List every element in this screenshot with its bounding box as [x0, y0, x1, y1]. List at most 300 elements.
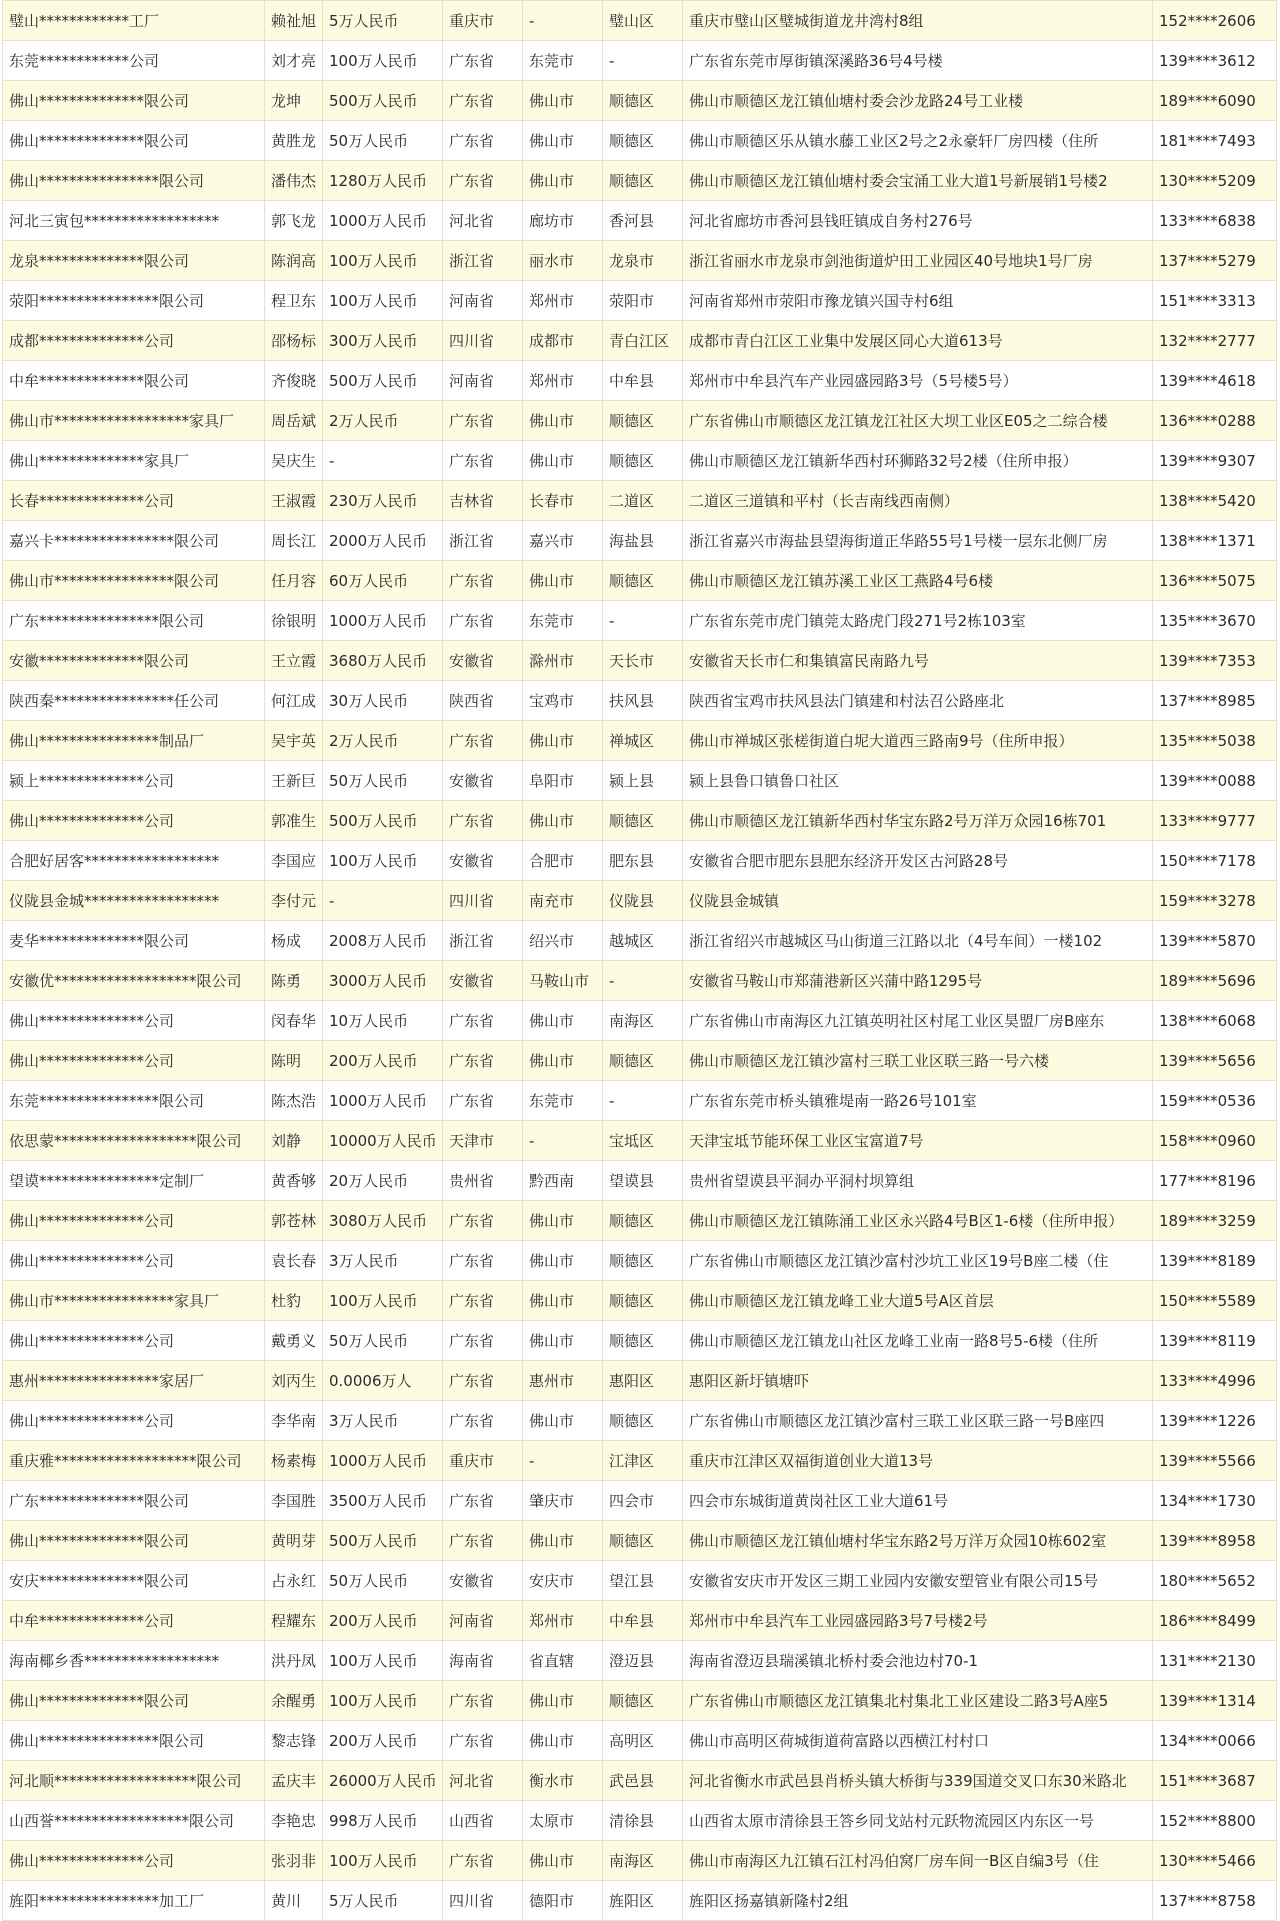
address-cell: 郑州市中牟县汽车工业园盛园路3号7号楼2号	[683, 1601, 1153, 1641]
phone-cell: 135****3670	[1153, 601, 1277, 641]
table-row	[3, 1481, 1277, 1521]
registered-capital-cell: 2万人民币	[323, 721, 443, 761]
city-cell: 黔西南	[523, 1161, 603, 1201]
address-cell: 广东省佛山市顺德区龙江镇沙富村沙坑工业区19号B座二楼（住	[683, 1241, 1153, 1281]
table-row	[3, 281, 1277, 321]
table-row	[3, 1601, 1277, 1641]
registered-capital-cell: 1000万人民币	[323, 1441, 443, 1481]
city-cell: 长春市	[523, 481, 603, 521]
city-cell: 佛山市	[523, 1321, 603, 1361]
address-cell: 广东省佛山市顺德区龙江镇沙富村三联工业区联三路一号B座四	[683, 1401, 1153, 1441]
phone-cell: 137****8985	[1153, 681, 1277, 721]
address-cell: 河北省廊坊市香河县钱旺镇成自务村276号	[683, 201, 1153, 241]
registered-capital-cell: 50万人民币	[323, 1561, 443, 1601]
district-cell: 江津区	[603, 1441, 683, 1481]
company-name-cell: 海南椰乡香******************	[3, 1641, 265, 1681]
province-cell: 广东省	[443, 1841, 523, 1881]
legal-person-cell: 陈勇	[265, 961, 323, 1001]
registered-capital-cell: 500万人民币	[323, 361, 443, 401]
district-cell: 清徐县	[603, 1801, 683, 1841]
district-cell: 仪陇县	[603, 881, 683, 921]
table-row	[3, 1841, 1277, 1881]
legal-person-cell: 余醒勇	[265, 1681, 323, 1721]
city-cell: 安庆市	[523, 1561, 603, 1601]
district-cell: 璧山区	[603, 1, 683, 41]
company-name-cell: 陕西秦****************任公司	[3, 681, 265, 721]
table-row	[3, 201, 1277, 241]
province-cell: 浙江省	[443, 241, 523, 281]
phone-cell: 134****1730	[1153, 1481, 1277, 1521]
legal-person-cell: 刘静	[265, 1121, 323, 1161]
registered-capital-cell: 50万人民币	[323, 1321, 443, 1361]
address-cell: 仪陇县金城镇	[683, 881, 1153, 921]
district-cell: 顺德区	[603, 1281, 683, 1321]
city-cell: 德阳市	[523, 1881, 603, 1921]
company-name-cell: 广东**************限公司	[3, 1481, 265, 1521]
table-row	[3, 1001, 1277, 1041]
city-cell: 佛山市	[523, 441, 603, 481]
legal-person-cell: 李付元	[265, 881, 323, 921]
phone-cell: 139****5656	[1153, 1041, 1277, 1081]
district-cell: 青白江区	[603, 321, 683, 361]
province-cell: 浙江省	[443, 521, 523, 561]
phone-cell: 138****1371	[1153, 521, 1277, 561]
legal-person-cell: 洪丹凤	[265, 1641, 323, 1681]
district-cell: 顺德区	[603, 121, 683, 161]
phone-cell: 151****3687	[1153, 1761, 1277, 1801]
address-cell: 四会市东城街道黄岗社区工业大道61号	[683, 1481, 1153, 1521]
legal-person-cell: 潘伟杰	[265, 161, 323, 201]
province-cell: 广东省	[443, 401, 523, 441]
legal-person-cell: 袁长春	[265, 1241, 323, 1281]
legal-person-cell: 李国应	[265, 841, 323, 881]
company-name-cell: 长春**************公司	[3, 481, 265, 521]
legal-person-cell: 刘丙生	[265, 1361, 323, 1401]
table-row	[3, 361, 1277, 401]
district-cell: 顺德区	[603, 1201, 683, 1241]
table-row	[3, 641, 1277, 681]
province-cell: 广东省	[443, 1001, 523, 1041]
address-cell: 佛山市高明区荷城街道荷富路以西横江村村口	[683, 1721, 1153, 1761]
district-cell: 荥阳市	[603, 281, 683, 321]
city-cell: 衡水市	[523, 1761, 603, 1801]
table-row	[3, 1721, 1277, 1761]
table-row	[3, 1, 1277, 41]
district-cell: -	[603, 41, 683, 81]
registered-capital-cell: 200万人民币	[323, 1041, 443, 1081]
registered-capital-cell: 1000万人民币	[323, 1081, 443, 1121]
company-name-cell: 合肥好居客******************	[3, 841, 265, 881]
company-name-cell: 中牟**************公司	[3, 1601, 265, 1641]
district-cell: 顺德区	[603, 1321, 683, 1361]
district-cell: 惠阳区	[603, 1361, 683, 1401]
table-row	[3, 921, 1277, 961]
district-cell: -	[603, 961, 683, 1001]
province-cell: 四川省	[443, 1881, 523, 1921]
province-cell: 广东省	[443, 1281, 523, 1321]
address-cell: 广东省东莞市虎门镇莞太路虎门段271号2栋103室	[683, 601, 1153, 641]
address-cell: 广东省佛山市顺德区龙江镇龙江社区大坝工业区E05之二综合楼	[683, 401, 1153, 441]
registered-capital-cell: 500万人民币	[323, 81, 443, 121]
company-name-cell: 佛山**************限公司	[3, 121, 265, 161]
table-row	[3, 321, 1277, 361]
registered-capital-cell: 100万人民币	[323, 841, 443, 881]
province-cell: 河南省	[443, 1601, 523, 1641]
legal-person-cell: 占永红	[265, 1561, 323, 1601]
legal-person-cell: 黄香够	[265, 1161, 323, 1201]
registered-capital-cell: 50万人民币	[323, 121, 443, 161]
province-cell: 广东省	[443, 121, 523, 161]
registered-capital-cell: 26000万人民币	[323, 1761, 443, 1801]
district-cell: 旌阳区	[603, 1881, 683, 1921]
company-name-cell: 佛山**************公司	[3, 1401, 265, 1441]
address-cell: 郑州市中牟县汽车产业园盛园路3号（5号楼5号）	[683, 361, 1153, 401]
district-cell: 香河县	[603, 201, 683, 241]
district-cell: 顺德区	[603, 441, 683, 481]
phone-cell: 139****1226	[1153, 1401, 1277, 1441]
district-cell: 中牟县	[603, 361, 683, 401]
province-cell: 广东省	[443, 1201, 523, 1241]
address-cell: 河北省衡水市武邑县肖桥头镇大桥街与339国道交叉口东30米路北	[683, 1761, 1153, 1801]
district-cell: 顺德区	[603, 401, 683, 441]
province-cell: 广东省	[443, 1361, 523, 1401]
table-row	[3, 1361, 1277, 1401]
city-cell: 合肥市	[523, 841, 603, 881]
phone-cell: 139****5566	[1153, 1441, 1277, 1481]
province-cell: 广东省	[443, 1401, 523, 1441]
table-row	[3, 1281, 1277, 1321]
table-row	[3, 961, 1277, 1001]
address-cell: 安徽省马鞍山市郑蒲港新区兴蒲中路1295号	[683, 961, 1153, 1001]
city-cell: 肇庆市	[523, 1481, 603, 1521]
phone-cell: 136****0288	[1153, 401, 1277, 441]
legal-person-cell: 何江成	[265, 681, 323, 721]
phone-cell: 139****9307	[1153, 441, 1277, 481]
table-row	[3, 881, 1277, 921]
registered-capital-cell: 100万人民币	[323, 241, 443, 281]
table-row	[3, 1761, 1277, 1801]
registered-capital-cell: 3500万人民币	[323, 1481, 443, 1521]
province-cell: 广东省	[443, 1681, 523, 1721]
registered-capital-cell: 3万人民币	[323, 1401, 443, 1441]
city-cell: 廊坊市	[523, 201, 603, 241]
city-cell: 惠州市	[523, 1361, 603, 1401]
province-cell: 河北省	[443, 1761, 523, 1801]
legal-person-cell: 刘才亮	[265, 41, 323, 81]
province-cell: 广东省	[443, 801, 523, 841]
city-cell: 东莞市	[523, 41, 603, 81]
province-cell: 海南省	[443, 1641, 523, 1681]
legal-person-cell: 张羽非	[265, 1841, 323, 1881]
company-name-cell: 广东****************限公司	[3, 601, 265, 641]
district-cell: 南海区	[603, 1001, 683, 1041]
company-name-cell: 佛山**************限公司	[3, 81, 265, 121]
city-cell: 嘉兴市	[523, 521, 603, 561]
province-cell: 广东省	[443, 81, 523, 121]
address-cell: 河南省郑州市荥阳市豫龙镇兴国寺村6组	[683, 281, 1153, 321]
province-cell: 广东省	[443, 161, 523, 201]
city-cell: 马鞍山市	[523, 961, 603, 1001]
phone-cell: 181****7493	[1153, 121, 1277, 161]
registered-capital-cell: 3000万人民币	[323, 961, 443, 1001]
city-cell: 省直辖	[523, 1641, 603, 1681]
district-cell: 颍上县	[603, 761, 683, 801]
city-cell: -	[523, 1121, 603, 1161]
registered-capital-cell: 1280万人民币	[323, 161, 443, 201]
province-cell: 广东省	[443, 1041, 523, 1081]
province-cell: 吉林省	[443, 481, 523, 521]
phone-cell: 158****0960	[1153, 1121, 1277, 1161]
registered-capital-cell: -	[323, 441, 443, 481]
table-row	[3, 161, 1277, 201]
province-cell: 四川省	[443, 881, 523, 921]
table-row	[3, 81, 1277, 121]
phone-cell: 150****5589	[1153, 1281, 1277, 1321]
city-cell: 郑州市	[523, 1601, 603, 1641]
registered-capital-cell: -	[323, 881, 443, 921]
district-cell: 望江县	[603, 1561, 683, 1601]
address-cell: 海南省澄迈县瑞溪镇北桥村委会池边村70-1	[683, 1641, 1153, 1681]
company-name-cell: 颍上**************公司	[3, 761, 265, 801]
province-cell: 广东省	[443, 1321, 523, 1361]
address-cell: 颍上县鲁口镇鲁口社区	[683, 761, 1153, 801]
registered-capital-cell: 1000万人民币	[323, 601, 443, 641]
company-name-cell: 荥阳****************限公司	[3, 281, 265, 321]
address-cell: 佛山市顺德区乐从镇水藤工业区2号之2永豪轩厂房四楼（住所	[683, 121, 1153, 161]
city-cell: 郑州市	[523, 281, 603, 321]
city-cell: 佛山市	[523, 121, 603, 161]
address-cell: 佛山市顺德区龙江镇仙塘村委会沙龙路24号工业楼	[683, 81, 1153, 121]
city-cell: 滁州市	[523, 641, 603, 681]
city-cell: 佛山市	[523, 801, 603, 841]
address-cell: 重庆市璧山区璧城街道龙井湾村8组	[683, 1, 1153, 41]
company-name-cell: 惠州****************家居厂	[3, 1361, 265, 1401]
address-cell: 广东省东莞市桥头镇雅堤南一路26号101室	[683, 1081, 1153, 1121]
city-cell: 南充市	[523, 881, 603, 921]
city-cell: 佛山市	[523, 1001, 603, 1041]
legal-person-cell: 赖祉旭	[265, 1, 323, 41]
address-cell: 佛山市顺德区龙江镇沙富村三联工业区联三路一号六楼	[683, 1041, 1153, 1081]
phone-cell: 130****5209	[1153, 161, 1277, 201]
phone-cell: 152****8800	[1153, 1801, 1277, 1841]
company-name-cell: 麦华**************限公司	[3, 921, 265, 961]
legal-person-cell: 黄川	[265, 1881, 323, 1921]
city-cell: 太原市	[523, 1801, 603, 1841]
province-cell: 安徽省	[443, 841, 523, 881]
city-cell: 佛山市	[523, 1521, 603, 1561]
phone-cell: 139****8958	[1153, 1521, 1277, 1561]
company-name-cell: 佛山****************限公司	[3, 1721, 265, 1761]
district-cell: 天长市	[603, 641, 683, 681]
province-cell: 广东省	[443, 1721, 523, 1761]
table-row	[3, 1161, 1277, 1201]
phone-cell: 137****8758	[1153, 1881, 1277, 1921]
district-cell: -	[603, 1081, 683, 1121]
province-cell: 广东省	[443, 721, 523, 761]
address-cell: 佛山市顺德区龙江镇龙峰工业大道5号A区首层	[683, 1281, 1153, 1321]
phone-cell: 189****3259	[1153, 1201, 1277, 1241]
legal-person-cell: 闵春华	[265, 1001, 323, 1041]
table-row	[3, 761, 1277, 801]
company-name-cell: 佛山****************限公司	[3, 161, 265, 201]
legal-person-cell: 王立霞	[265, 641, 323, 681]
company-table	[2, 0, 1277, 1921]
address-cell: 佛山市顺德区龙江镇仙塘村华宝东路2号万洋万众园10栋602室	[683, 1521, 1153, 1561]
legal-person-cell: 孟庆丰	[265, 1761, 323, 1801]
registered-capital-cell: 3680万人民币	[323, 641, 443, 681]
district-cell: 顺德区	[603, 1401, 683, 1441]
company-name-cell: 佛山**************公司	[3, 1241, 265, 1281]
registered-capital-cell: 3080万人民币	[323, 1201, 443, 1241]
registered-capital-cell: 998万人民币	[323, 1801, 443, 1841]
phone-cell: 189****6090	[1153, 81, 1277, 121]
province-cell: 浙江省	[443, 921, 523, 961]
company-name-cell: 成都**************公司	[3, 321, 265, 361]
table-row	[3, 1521, 1277, 1561]
legal-person-cell: 程卫东	[265, 281, 323, 321]
city-cell: 成都市	[523, 321, 603, 361]
table-row	[3, 121, 1277, 161]
table-row	[3, 1681, 1277, 1721]
district-cell: 澄迈县	[603, 1641, 683, 1681]
company-name-cell: 佛山市****************限公司	[3, 561, 265, 601]
city-cell: 宝鸡市	[523, 681, 603, 721]
company-name-cell: 佛山****************制品厂	[3, 721, 265, 761]
district-cell: 中牟县	[603, 1601, 683, 1641]
registered-capital-cell: 100万人民币	[323, 1681, 443, 1721]
city-cell: -	[523, 1, 603, 41]
district-cell: 二道区	[603, 481, 683, 521]
city-cell: 佛山市	[523, 1241, 603, 1281]
table-body	[3, 1, 1277, 1921]
company-name-cell: 旌阳****************加工厂	[3, 1881, 265, 1921]
registered-capital-cell: 60万人民币	[323, 561, 443, 601]
company-name-cell: 龙泉**************限公司	[3, 241, 265, 281]
legal-person-cell: 郭飞龙	[265, 201, 323, 241]
district-cell: 宝坻区	[603, 1121, 683, 1161]
city-cell: 佛山市	[523, 561, 603, 601]
table-row	[3, 1241, 1277, 1281]
address-cell: 佛山市南海区九江镇石江村冯伯窝厂房车间一B区自编3号（住	[683, 1841, 1153, 1881]
legal-person-cell: 黄明芽	[265, 1521, 323, 1561]
registered-capital-cell: 10万人民币	[323, 1001, 443, 1041]
district-cell: 顺德区	[603, 1241, 683, 1281]
company-name-cell: 佛山**************家具厂	[3, 441, 265, 481]
legal-person-cell: 李华南	[265, 1401, 323, 1441]
district-cell: 武邑县	[603, 1761, 683, 1801]
address-cell: 惠阳区新圩镇塘吓	[683, 1361, 1153, 1401]
registered-capital-cell: 10000万人民币	[323, 1121, 443, 1161]
registered-capital-cell: 5万人民币	[323, 1881, 443, 1921]
company-name-cell: 重庆雅*******************限公司	[3, 1441, 265, 1481]
address-cell: 成都市青白江区工业集中发展区同心大道613号	[683, 321, 1153, 361]
company-name-cell: 依思蒙*******************限公司	[3, 1121, 265, 1161]
province-cell: 重庆市	[443, 1, 523, 41]
table-row	[3, 401, 1277, 441]
legal-person-cell: 程耀东	[265, 1601, 323, 1641]
legal-person-cell: 周长江	[265, 521, 323, 561]
district-cell: 海盐县	[603, 521, 683, 561]
province-cell: 安徽省	[443, 961, 523, 1001]
registered-capital-cell: 200万人民币	[323, 1721, 443, 1761]
table-row	[3, 521, 1277, 561]
legal-person-cell: 徐银明	[265, 601, 323, 641]
address-cell: 山西省太原市清徐县王答乡同戈站村元跃物流园区内东区一号	[683, 1801, 1153, 1841]
company-name-cell: 佛山**************公司	[3, 1841, 265, 1881]
city-cell: 佛山市	[523, 721, 603, 761]
legal-person-cell: 郭准生	[265, 801, 323, 841]
province-cell: 河南省	[443, 281, 523, 321]
company-name-cell: 佛山市****************家具厂	[3, 1281, 265, 1321]
table-row	[3, 1441, 1277, 1481]
registered-capital-cell: 0.0006万人	[323, 1361, 443, 1401]
city-cell: 佛山市	[523, 81, 603, 121]
registered-capital-cell: 300万人民币	[323, 321, 443, 361]
district-cell: 顺德区	[603, 161, 683, 201]
phone-cell: 189****5696	[1153, 961, 1277, 1001]
table-row	[3, 1081, 1277, 1121]
province-cell: 河南省	[443, 361, 523, 401]
table-row	[3, 841, 1277, 881]
province-cell: 广东省	[443, 1481, 523, 1521]
company-name-cell: 佛山**************公司	[3, 1321, 265, 1361]
legal-person-cell: 王淑霞	[265, 481, 323, 521]
phone-cell: 137****5279	[1153, 241, 1277, 281]
company-name-cell: 东莞****************限公司	[3, 1081, 265, 1121]
address-cell: 佛山市顺德区龙江镇新华西村环狮路32号2楼（住所申报）	[683, 441, 1153, 481]
registered-capital-cell: 5万人民币	[323, 1, 443, 41]
address-cell: 广东省佛山市顺德区龙江镇集北村集北工业区建设二路3号A座5	[683, 1681, 1153, 1721]
phone-cell: 133****4996	[1153, 1361, 1277, 1401]
registered-capital-cell: 200万人民币	[323, 1601, 443, 1641]
address-cell: 安徽省安庆市开发区三期工业园内安徽安塑管业有限公司15号	[683, 1561, 1153, 1601]
registered-capital-cell: 20万人民币	[323, 1161, 443, 1201]
registered-capital-cell: 100万人民币	[323, 1281, 443, 1321]
address-cell: 贵州省望谟县平洞办平洞村坝算组	[683, 1161, 1153, 1201]
company-name-cell: 璧山************工厂	[3, 1, 265, 41]
district-cell: 顺德区	[603, 1521, 683, 1561]
registered-capital-cell: 100万人民币	[323, 281, 443, 321]
company-name-cell: 中牟**************限公司	[3, 361, 265, 401]
table-row	[3, 801, 1277, 841]
phone-cell: 138****6068	[1153, 1001, 1277, 1041]
phone-cell: 139****0088	[1153, 761, 1277, 801]
district-cell: 顺德区	[603, 561, 683, 601]
district-cell: -	[603, 601, 683, 641]
province-cell: 山西省	[443, 1801, 523, 1841]
phone-cell: 136****5075	[1153, 561, 1277, 601]
company-name-cell: 佛山**************公司	[3, 1041, 265, 1081]
legal-person-cell: 吴庆生	[265, 441, 323, 481]
phone-cell: 159****0536	[1153, 1081, 1277, 1121]
city-cell: 佛山市	[523, 1401, 603, 1441]
province-cell: 四川省	[443, 321, 523, 361]
phone-cell: 131****2130	[1153, 1641, 1277, 1681]
table-row	[3, 1881, 1277, 1921]
company-name-cell: 佛山**************公司	[3, 801, 265, 841]
province-cell: 广东省	[443, 41, 523, 81]
table-row	[3, 1121, 1277, 1161]
company-name-cell: 嘉兴卡****************限公司	[3, 521, 265, 561]
city-cell: -	[523, 1441, 603, 1481]
registered-capital-cell: 100万人民币	[323, 1841, 443, 1881]
phone-cell: 159****3278	[1153, 881, 1277, 921]
phone-cell: 139****3612	[1153, 41, 1277, 81]
company-name-cell: 安庆**************限公司	[3, 1561, 265, 1601]
registered-capital-cell: 30万人民币	[323, 681, 443, 721]
table-row	[3, 681, 1277, 721]
registered-capital-cell: 500万人民币	[323, 801, 443, 841]
